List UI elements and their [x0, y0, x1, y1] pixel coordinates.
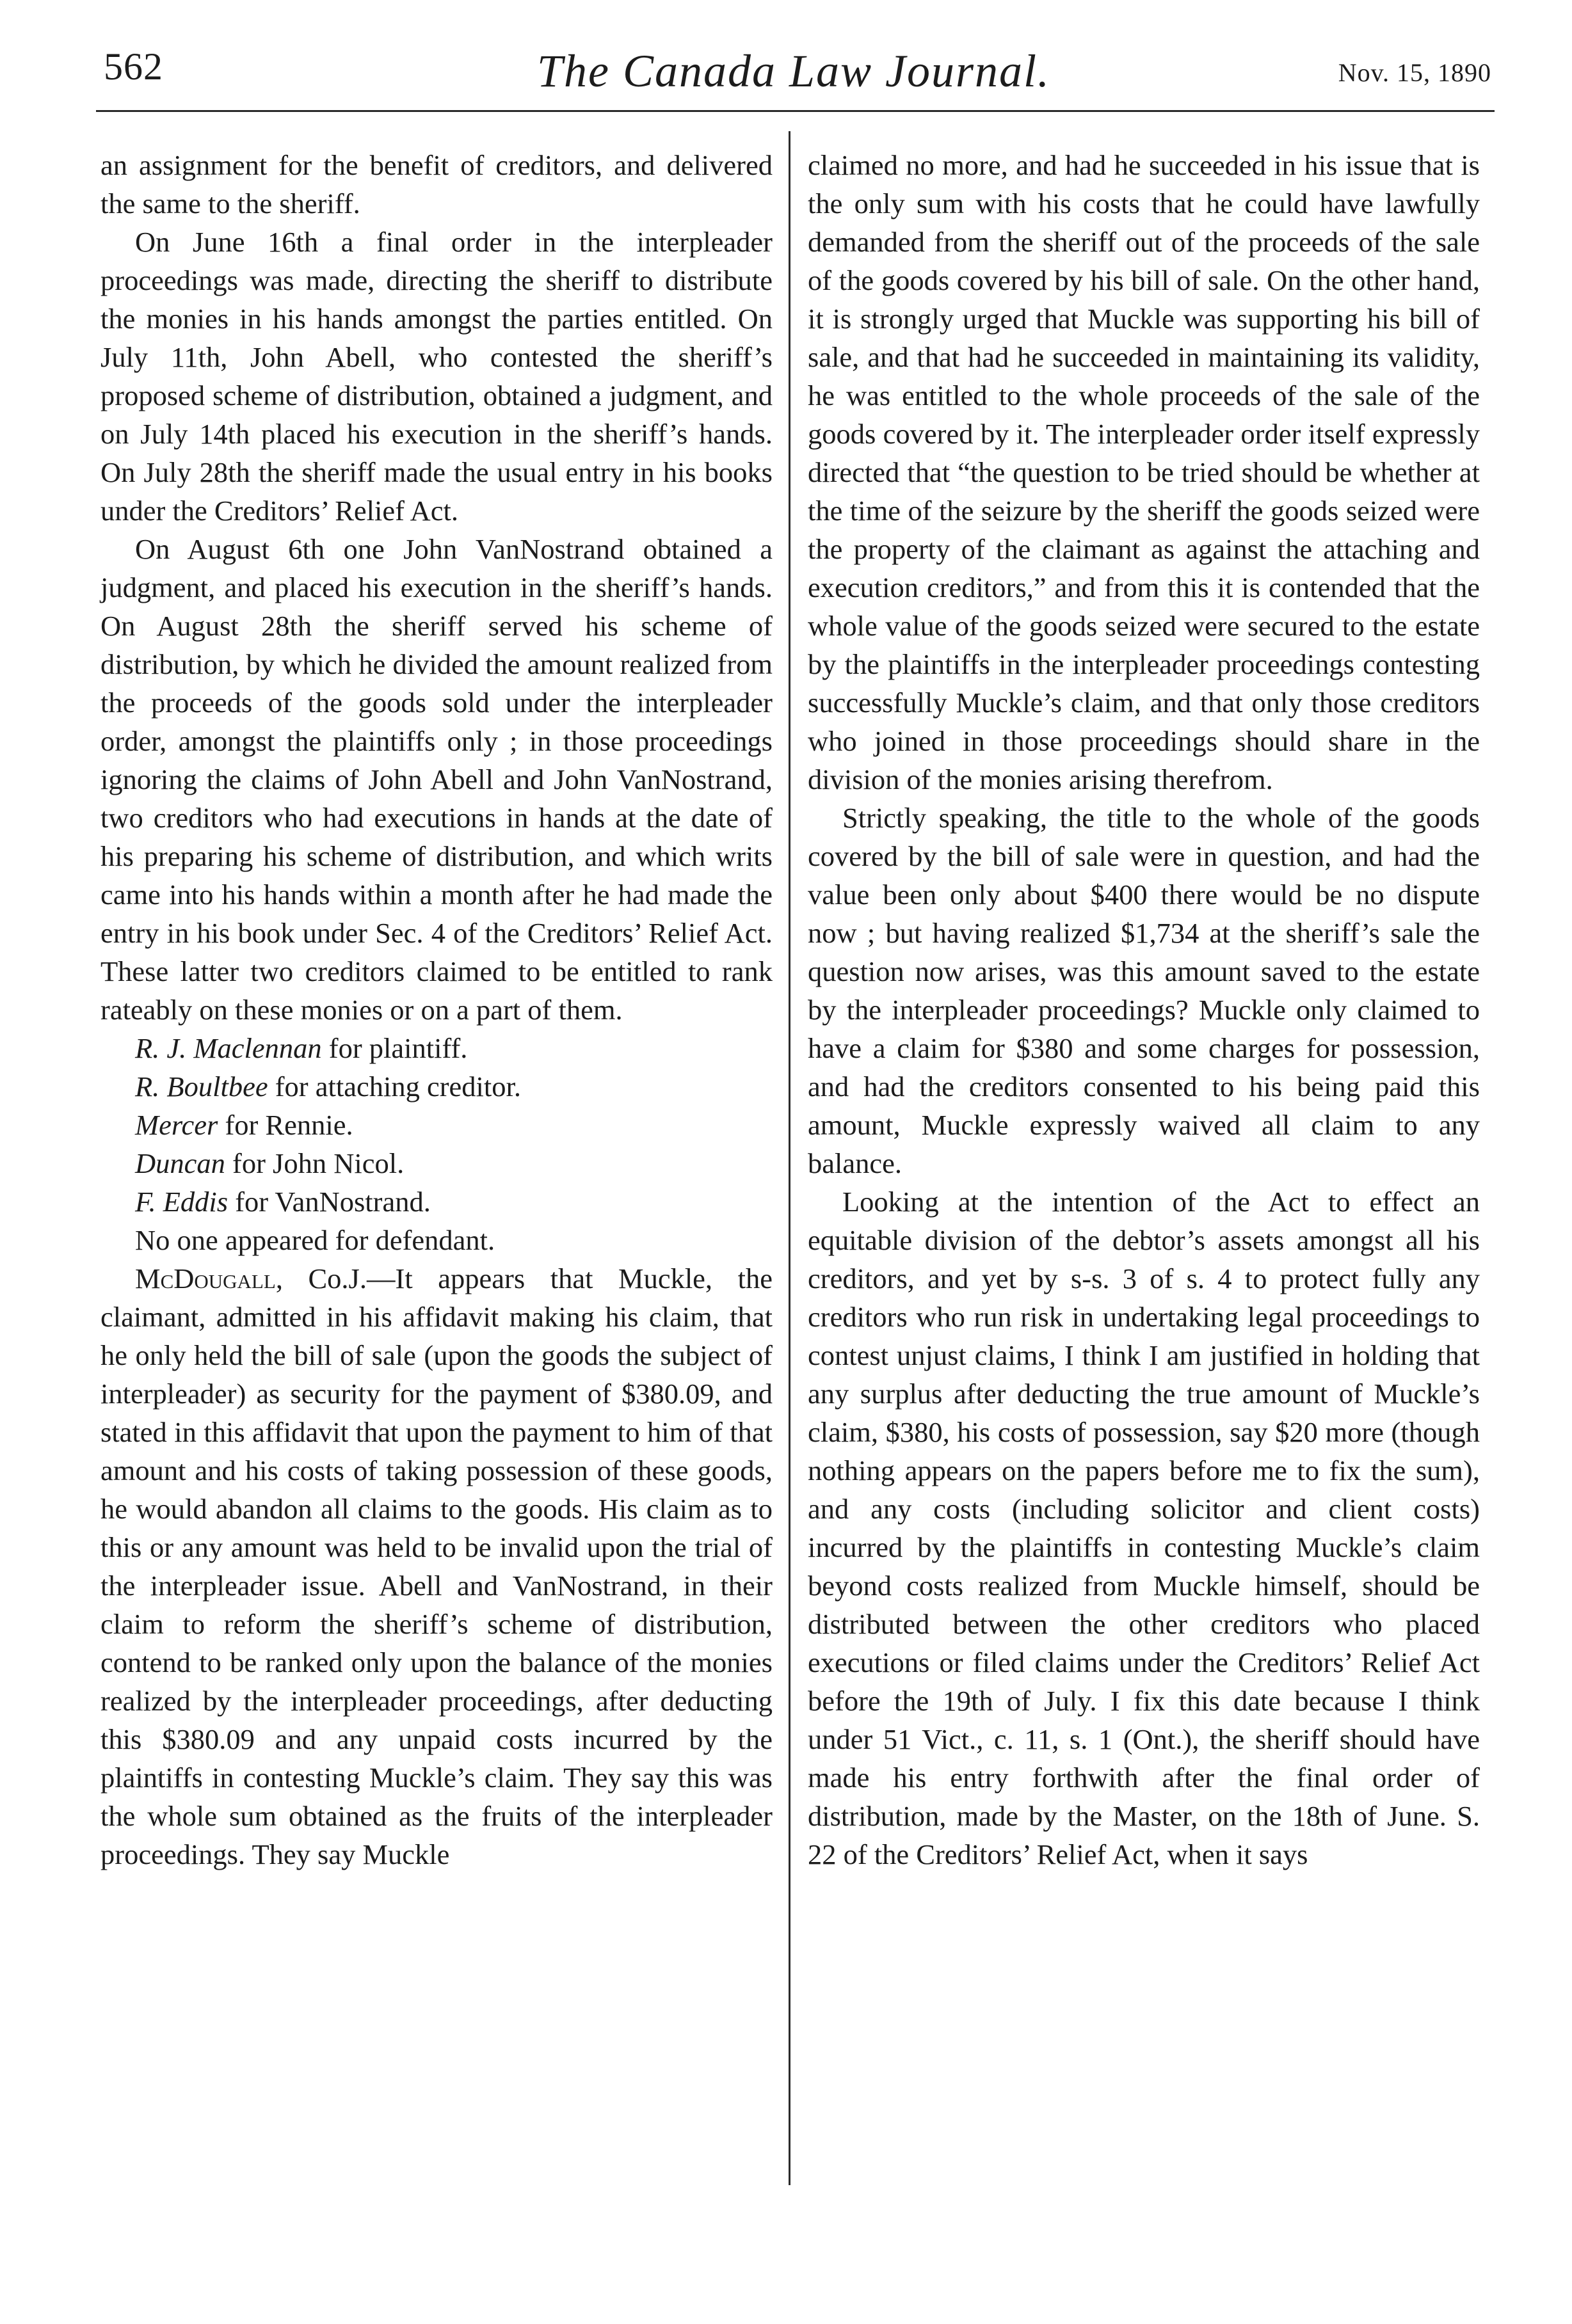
counsel-line [100, 1106, 773, 1144]
counsel-line [100, 1029, 773, 1067]
paragraph: On June 16th a final order in the interpleader proceedings was made, directing the sheriff to distribute the monies in his hands amongst the parties entitled. On July 11th, John Abell, who contested the sheriff’s proposed scheme of distribution, obtained a judgment, and on July 14th placed his execution in the sheriff’s hands. On July 28th the sheriff made the usual entry in his books under the Creditors’ Relief Act. [100, 226, 773, 527]
right-column [808, 146, 1480, 1874]
judgment-text: , Co.J.—It appears that Muckle, the claimant, admitted in his affidavit making his claim, that he only held the bill of sale (upon the goods the subject of interpleader) as security for the payment of $380.09, and stated in this affidavit that upon the payment to him of that amount and his costs of taking possession of these goods, he would abandon all claims to the goods. His claim as to this or any amount was held to be invalid upon the trial of the interpleader issue. Abell and VanNostrand, in their claim to reform the sheriff’s scheme of distribution, contend to be ranked only upon the balance of the monies realized by the interpleader proceedings, after deducting this $380.09 and any unpaid costs incurred by the plaintiffs in contesting Muckle’s claim. They say this was the whole sum obtained as the fruits of the interpleader proceedings. They say Muckle [100, 1262, 773, 1870]
counsel-role: for attaching creditor. [268, 1070, 522, 1102]
counsel-line [100, 1067, 773, 1106]
counsel-role: for John Nicol. [225, 1147, 405, 1179]
counsel-name: Duncan [135, 1147, 225, 1179]
counsel-line [100, 1182, 773, 1221]
counsel-role: for VanNostrand. [228, 1186, 431, 1218]
paragraph: Strictly speaking, the title to the whole of the goods covered by the bill of sale were in question, and had the value been only about $400 there would be no dispute now ; but having realized $1,734 at the sheriff’s sale the question now arises, was this amount saved to the estate by the interpleader proceedings? Muckle only claimed to have a claim for $380 and some charges for possession, and had the creditors consented to his being paid this amount, Muckle expressly waived all claim to any balance. [808, 802, 1480, 1179]
column-divider [789, 131, 790, 2185]
no-appearance-note: No one appeared for defendant. [135, 1224, 495, 1256]
counsel-name: R. J. Maclennan [135, 1032, 322, 1064]
counsel-name: R. Boultbee [135, 1070, 268, 1102]
counsel-role: for Rennie. [218, 1109, 353, 1141]
counsel-name: Mercer [135, 1109, 218, 1141]
issue-date: Nov. 15, 1890 [1338, 58, 1491, 87]
paragraph: On August 6th one John VanNostrand obtained a judgment, and placed his execution in the sheriff’s hands. On August 28th the sheriff served his scheme of distribution, by which he divided the amount realized from the proceeds of the goods sold under the interpleader order, amongst the plaintiffs only ; in those proceedings ignoring the claims of John Abell and John VanNostrand, two creditors who had executions in hands at the date of his preparing his scheme of distribution, and which writs came into his hands within a month after he had made the entry in his book under Sec. 4 of the Creditors’ Relief Act. These latter two creditors claimed to be entitled to rank rateably on these monies or on a part of them. [100, 533, 773, 1026]
page-number: 562 [104, 45, 163, 88]
judge-name: McDougall [135, 1262, 276, 1294]
paragraph: an assignment for the benefit of creditors, and delivered the same to the sheriff. [100, 149, 773, 219]
header-rule [96, 110, 1495, 112]
counsel-line [100, 1144, 773, 1182]
paragraph: Looking at the intention of the Act to effect an equitable division of the debtor’s assets amongst all his creditors, and yet by s-s. 3 of s. 4 to protect fully any creditors who run risk in undertaking legal proceedings to contest unjust claims, I think I am justified in holding that any surplus after deducting the true amount of Muckle’s claim, $380, his costs of possession, say $20 more (though nothing appears on the papers before me to fix the sum), and any costs (including solicitor and client costs) incurred by the plaintiffs in contesting Muckle’s claim beyond costs realized from Muckle himself, should be distributed between the other creditors who placed executions or filed claims under the Creditors’ Relief Act before the 19th of July. I fix this date because I think under 51 Vict., c. 11, s. 1 (Ont.), the sheriff should have made his entry forthwith after the final order of distribution, made by the Master, on the 18th of June. S. 22 of the Creditors’ Relief Act, when it says [808, 1186, 1480, 1870]
counsel-name: F. Eddis [135, 1186, 229, 1218]
page-header [96, 32, 1491, 122]
paragraph: claimed no more, and had he succeeded in his issue that is the only sum with his costs that he could have lawfully demanded from the sheriff out of the proceeds of the sale of the goods covered by his bill of sale. On the other hand, it is strongly urged that Muckle was supporting his bill of sale, and that had he succeeded in maintaining its validity, he was entitled to the whole proceeds of the sale of the goods covered by it. The interpleader order itself expressly directed that “the question to be tried should be whether at the time of the seizure by the sheriff the goods seized were the property of the claimant as against the attaching and execution creditors,” and from this it is contended that the whole value of the goods seized were secured to the estate by the plaintiffs in the interpleader proceedings contesting successfully Muckle’s claim, and that only those creditors who joined in those proceedings should share in the division of the monies arising therefrom. [808, 149, 1480, 795]
counsel-role: for plaintiff. [321, 1032, 468, 1064]
journal-title: The Canada Law Journal. [536, 45, 1051, 97]
judgment-paragraph [100, 1259, 773, 1874]
left-column [100, 146, 773, 1874]
